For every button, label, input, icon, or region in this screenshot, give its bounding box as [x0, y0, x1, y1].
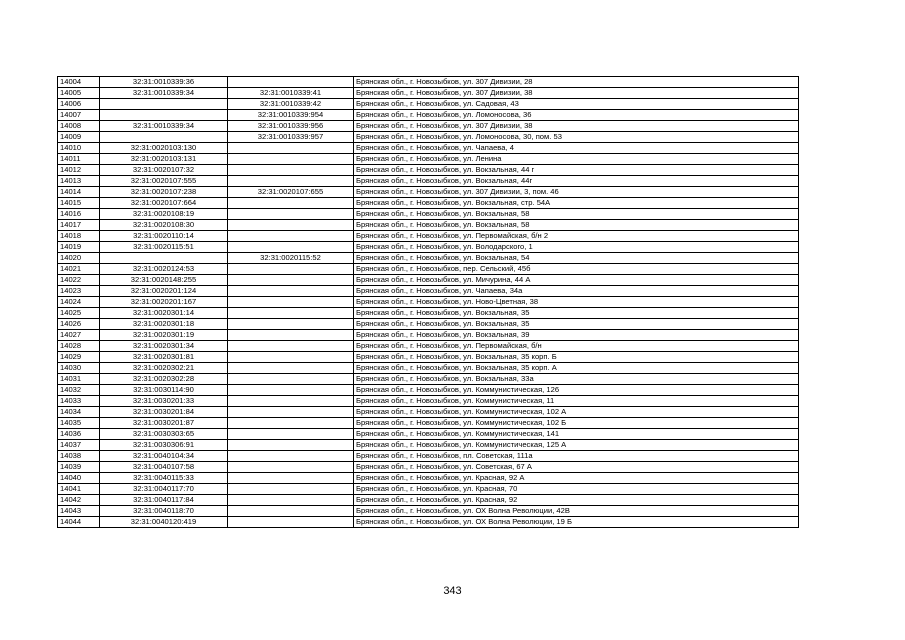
cadastral-number-cell: 32:31:0030201:84 — [100, 407, 228, 418]
table-row — [58, 88, 799, 99]
table-row — [58, 473, 799, 484]
address-cell: Брянская обл., г. Новозыбков, ул. Вокзальная, 44г — [354, 176, 799, 187]
address-cell: Брянская обл., г. Новозыбков, ул. Коммунистическая, 125 А — [354, 440, 799, 451]
address-cell: Брянская обл., г. Новозыбков, ул. Красная, 92 А — [354, 473, 799, 484]
table-row — [58, 209, 799, 220]
table-body — [58, 77, 799, 528]
table-row — [58, 297, 799, 308]
table-row — [58, 385, 799, 396]
table-row — [58, 132, 799, 143]
row-number-cell: 14006 — [58, 99, 100, 110]
row-number-cell: 14021 — [58, 264, 100, 275]
table-row — [58, 462, 799, 473]
table-row — [58, 198, 799, 209]
row-number-cell: 14036 — [58, 429, 100, 440]
property-register-table — [57, 76, 799, 528]
cadastral-number-cell — [100, 253, 228, 264]
address-cell: Брянская обл., г. Новозыбков, пл. Советская, 111а — [354, 451, 799, 462]
table-row — [58, 429, 799, 440]
related-cadastral-number-cell — [228, 176, 354, 187]
table-row — [58, 165, 799, 176]
address-cell: Брянская обл., г. Новозыбков, ул. Ленина — [354, 154, 799, 165]
cadastral-number-cell: 32:31:0020301:14 — [100, 308, 228, 319]
row-number-cell: 14016 — [58, 209, 100, 220]
address-cell: Брянская обл., г. Новозыбков, ул. Первомайская, б/н — [354, 341, 799, 352]
address-cell: Брянская обл., г. Новозыбков, ул. Володарского, 1 — [354, 242, 799, 253]
address-cell: Брянская обл., г. Новозыбков, ул. Садовая, 43 — [354, 99, 799, 110]
address-cell: Брянская обл., г. Новозыбков, ул. ОХ Волна Революции, 42В — [354, 506, 799, 517]
table-row — [58, 407, 799, 418]
cadastral-number-cell: 32:31:0040117:70 — [100, 484, 228, 495]
row-number-cell: 14015 — [58, 198, 100, 209]
row-number-cell: 14041 — [58, 484, 100, 495]
cadastral-number-cell: 32:31:0030114:90 — [100, 385, 228, 396]
table-row — [58, 176, 799, 187]
cadastral-number-cell: 32:31:0040115:33 — [100, 473, 228, 484]
cadastral-number-cell: 32:31:0020302:21 — [100, 363, 228, 374]
cadastral-number-cell: 32:31:0030201:87 — [100, 418, 228, 429]
related-cadastral-number-cell — [228, 462, 354, 473]
related-cadastral-number-cell — [228, 385, 354, 396]
table-row — [58, 506, 799, 517]
cadastral-number-cell: 32:31:0020103:130 — [100, 143, 228, 154]
cadastral-number-cell: 32:31:0020108:19 — [100, 209, 228, 220]
related-cadastral-number-cell — [228, 495, 354, 506]
table-row — [58, 517, 799, 528]
cadastral-number-cell: 32:31:0010339:34 — [100, 88, 228, 99]
address-cell: Брянская обл., г. Новозыбков, ул. Ломоносова, 36 — [354, 110, 799, 121]
address-cell: Брянская обл., г. Новозыбков, ул. Вокзальная, 58 — [354, 209, 799, 220]
row-number-cell: 14024 — [58, 297, 100, 308]
cadastral-number-cell: 32:31:0010339:36 — [100, 77, 228, 88]
related-cadastral-number-cell: 32:31:0010339:954 — [228, 110, 354, 121]
cadastral-number-cell: 32:31:0040104:34 — [100, 451, 228, 462]
related-cadastral-number-cell: 32:31:0020107:655 — [228, 187, 354, 198]
related-cadastral-number-cell — [228, 418, 354, 429]
address-cell: Брянская обл., г. Новозыбков, ул. Первомайская, б/н 2 — [354, 231, 799, 242]
related-cadastral-number-cell — [228, 374, 354, 385]
row-number-cell: 14042 — [58, 495, 100, 506]
related-cadastral-number-cell — [228, 407, 354, 418]
table-row — [58, 330, 799, 341]
cadastral-number-cell: 32:31:0040120:419 — [100, 517, 228, 528]
row-number-cell: 14027 — [58, 330, 100, 341]
related-cadastral-number-cell — [228, 429, 354, 440]
related-cadastral-number-cell — [228, 231, 354, 242]
address-cell: Брянская обл., г. Новозыбков, ул. Красная, 70 — [354, 484, 799, 495]
related-cadastral-number-cell — [228, 341, 354, 352]
related-cadastral-number-cell — [228, 308, 354, 319]
address-cell: Брянская обл., г. Новозыбков, ул. 307 Дивизии, 38 — [354, 88, 799, 99]
row-number-cell: 14011 — [58, 154, 100, 165]
table-row — [58, 352, 799, 363]
table-row — [58, 440, 799, 451]
table-row — [58, 121, 799, 132]
related-cadastral-number-cell — [228, 220, 354, 231]
cadastral-number-cell: 32:31:0020201:124 — [100, 286, 228, 297]
table-row — [58, 319, 799, 330]
cadastral-number-cell: 32:31:0020107:238 — [100, 187, 228, 198]
related-cadastral-number-cell: 32:31:0020115:52 — [228, 253, 354, 264]
table-row — [58, 264, 799, 275]
related-cadastral-number-cell — [228, 154, 354, 165]
row-number-cell: 14009 — [58, 132, 100, 143]
related-cadastral-number-cell — [228, 517, 354, 528]
row-number-cell: 14034 — [58, 407, 100, 418]
table-row — [58, 374, 799, 385]
table-row — [58, 451, 799, 462]
cadastral-number-cell: 32:31:0020110:14 — [100, 231, 228, 242]
related-cadastral-number-cell — [228, 440, 354, 451]
row-number-cell: 14004 — [58, 77, 100, 88]
cadastral-number-cell: 32:31:0030201:33 — [100, 396, 228, 407]
row-number-cell: 14037 — [58, 440, 100, 451]
cadastral-number-cell: 32:31:0020107:32 — [100, 165, 228, 176]
address-cell: Брянская обл., г. Новозыбков, ул. Ново-Цветная, 38 — [354, 297, 799, 308]
cadastral-number-cell: 32:31:0020148:255 — [100, 275, 228, 286]
row-number-cell: 14020 — [58, 253, 100, 264]
related-cadastral-number-cell: 32:31:0010339:42 — [228, 99, 354, 110]
row-number-cell: 14019 — [58, 242, 100, 253]
cadastral-number-cell: 32:31:0020108:30 — [100, 220, 228, 231]
table-row — [58, 286, 799, 297]
row-number-cell: 14005 — [58, 88, 100, 99]
cadastral-number-cell: 32:31:0040117:84 — [100, 495, 228, 506]
address-cell: Брянская обл., г. Новозыбков, ул. 307 Дивизии, 38 — [354, 121, 799, 132]
cadastral-number-cell — [100, 110, 228, 121]
address-cell: Брянская обл., г. Новозыбков, ул. Вокзальная, 35 — [354, 319, 799, 330]
cadastral-number-cell: 32:31:0020124:53 — [100, 264, 228, 275]
related-cadastral-number-cell — [228, 506, 354, 517]
table-row — [58, 154, 799, 165]
cadastral-number-cell: 32:31:0020115:51 — [100, 242, 228, 253]
cadastral-number-cell: 32:31:0030303:65 — [100, 429, 228, 440]
row-number-cell: 14038 — [58, 451, 100, 462]
table-row — [58, 231, 799, 242]
address-cell: Брянская обл., г. Новозыбков, пер. Сельский, 45б — [354, 264, 799, 275]
row-number-cell: 14014 — [58, 187, 100, 198]
address-cell: Брянская обл., г. Новозыбков, ул. Вокзальная, стр. 54А — [354, 198, 799, 209]
related-cadastral-number-cell: 32:31:0010339:41 — [228, 88, 354, 99]
address-cell: Брянская обл., г. Новозыбков, ул. 307 Дивизии, 28 — [354, 77, 799, 88]
address-cell: Брянская обл., г. Новозыбков, ул. ОХ Волна Революции, 19 Б — [354, 517, 799, 528]
cadastral-number-cell: 32:31:0040118:70 — [100, 506, 228, 517]
row-number-cell: 14013 — [58, 176, 100, 187]
cadastral-number-cell: 32:31:0020201:167 — [100, 297, 228, 308]
related-cadastral-number-cell — [228, 297, 354, 308]
row-number-cell: 14012 — [58, 165, 100, 176]
table-row — [58, 396, 799, 407]
related-cadastral-number-cell — [228, 484, 354, 495]
row-number-cell: 14029 — [58, 352, 100, 363]
row-number-cell: 14033 — [58, 396, 100, 407]
address-cell: Брянская обл., г. Новозыбков, ул. Коммунистическая, 102 А — [354, 407, 799, 418]
related-cadastral-number-cell — [228, 451, 354, 462]
table-row — [58, 253, 799, 264]
related-cadastral-number-cell — [228, 143, 354, 154]
address-cell: Брянская обл., г. Новозыбков, ул. Коммунистическая, 141 — [354, 429, 799, 440]
row-number-cell: 14039 — [58, 462, 100, 473]
row-number-cell: 14035 — [58, 418, 100, 429]
related-cadastral-number-cell — [228, 352, 354, 363]
cadastral-number-cell: 32:31:0020301:19 — [100, 330, 228, 341]
table-row — [58, 484, 799, 495]
address-cell: Брянская обл., г. Новозыбков, ул. Чапаева, 4 — [354, 143, 799, 154]
row-number-cell: 14043 — [58, 506, 100, 517]
related-cadastral-number-cell — [228, 275, 354, 286]
row-number-cell: 14017 — [58, 220, 100, 231]
table-row — [58, 220, 799, 231]
cadastral-number-cell — [100, 132, 228, 143]
row-number-cell: 14008 — [58, 121, 100, 132]
related-cadastral-number-cell: 32:31:0010339:956 — [228, 121, 354, 132]
table-row — [58, 275, 799, 286]
address-cell: Брянская обл., г. Новозыбков, ул. Коммунистическая, 102 Б — [354, 418, 799, 429]
address-cell: Брянская обл., г. Новозыбков, ул. Коммунистическая, 126 — [354, 385, 799, 396]
row-number-cell: 14030 — [58, 363, 100, 374]
table-row — [58, 110, 799, 121]
row-number-cell: 14023 — [58, 286, 100, 297]
address-cell: Брянская обл., г. Новозыбков, ул. Вокзальная, 39 — [354, 330, 799, 341]
row-number-cell: 14028 — [58, 341, 100, 352]
table-row — [58, 308, 799, 319]
related-cadastral-number-cell — [228, 396, 354, 407]
cadastral-number-cell: 32:31:0020107:555 — [100, 176, 228, 187]
row-number-cell: 14010 — [58, 143, 100, 154]
row-number-cell: 14025 — [58, 308, 100, 319]
cadastral-number-cell: 32:31:0040107:58 — [100, 462, 228, 473]
row-number-cell: 14031 — [58, 374, 100, 385]
address-cell: Брянская обл., г. Новозыбков, ул. Вокзальная, 35 корп. А — [354, 363, 799, 374]
address-cell: Брянская обл., г. Новозыбков, ул. Вокзальная, 44 г — [354, 165, 799, 176]
cadastral-number-cell: 32:31:0020301:34 — [100, 341, 228, 352]
row-number-cell: 14040 — [58, 473, 100, 484]
related-cadastral-number-cell — [228, 319, 354, 330]
related-cadastral-number-cell — [228, 330, 354, 341]
cadastral-number-cell: 32:31:0020301:18 — [100, 319, 228, 330]
address-cell: Брянская обл., г. Новозыбков, ул. Советская, 67 А — [354, 462, 799, 473]
related-cadastral-number-cell — [228, 77, 354, 88]
address-cell: Брянская обл., г. Новозыбков, ул. Вокзальная, 35 — [354, 308, 799, 319]
table-row — [58, 143, 799, 154]
row-number-cell: 14022 — [58, 275, 100, 286]
address-cell: Брянская обл., г. Новозыбков, ул. Красная, 92 — [354, 495, 799, 506]
table-row — [58, 99, 799, 110]
address-cell: Брянская обл., г. Новозыбков, ул. Ломоносова, 30, пом. 53 — [354, 132, 799, 143]
related-cadastral-number-cell: 32:31:0010339:957 — [228, 132, 354, 143]
address-cell: Брянская обл., г. Новозыбков, ул. Мичурина, 44 А — [354, 275, 799, 286]
address-cell: Брянская обл., г. Новозыбков, ул. Вокзальная, 35 корп. Б — [354, 352, 799, 363]
table-row — [58, 418, 799, 429]
table-row — [58, 363, 799, 374]
row-number-cell: 14044 — [58, 517, 100, 528]
cadastral-number-cell — [100, 99, 228, 110]
address-cell: Брянская обл., г. Новозыбков, ул. Вокзальная, 58 — [354, 220, 799, 231]
related-cadastral-number-cell — [228, 165, 354, 176]
cadastral-number-cell: 32:31:0020301:81 — [100, 352, 228, 363]
related-cadastral-number-cell — [228, 286, 354, 297]
row-number-cell: 14032 — [58, 385, 100, 396]
row-number-cell: 14018 — [58, 231, 100, 242]
related-cadastral-number-cell — [228, 264, 354, 275]
cadastral-number-cell: 32:31:0020103:131 — [100, 154, 228, 165]
related-cadastral-number-cell — [228, 363, 354, 374]
cadastral-number-cell: 32:31:0030306:91 — [100, 440, 228, 451]
row-number-cell: 14007 — [58, 110, 100, 121]
address-cell: Брянская обл., г. Новозыбков, ул. Коммунистическая, 11 — [354, 396, 799, 407]
address-cell: Брянская обл., г. Новозыбков, ул. Чапаева, 34а — [354, 286, 799, 297]
table-row — [58, 242, 799, 253]
cadastral-number-cell: 32:31:0020302:28 — [100, 374, 228, 385]
related-cadastral-number-cell — [228, 198, 354, 209]
address-cell: Брянская обл., г. Новозыбков, ул. 307 Дивизии, 3, пом. 46 — [354, 187, 799, 198]
cadastral-number-cell: 32:31:0010339:34 — [100, 121, 228, 132]
related-cadastral-number-cell — [228, 242, 354, 253]
table-row — [58, 77, 799, 88]
cadastral-number-cell: 32:31:0020107:664 — [100, 198, 228, 209]
related-cadastral-number-cell — [228, 209, 354, 220]
page-number: 343 — [443, 585, 462, 597]
address-cell: Брянская обл., г. Новозыбков, ул. Вокзальная, 33а — [354, 374, 799, 385]
table-row — [58, 187, 799, 198]
row-number-cell: 14026 — [58, 319, 100, 330]
table-row — [58, 495, 799, 506]
related-cadastral-number-cell — [228, 473, 354, 484]
address-cell: Брянская обл., г. Новозыбков, ул. Вокзальная, 54 — [354, 253, 799, 264]
table-row — [58, 341, 799, 352]
